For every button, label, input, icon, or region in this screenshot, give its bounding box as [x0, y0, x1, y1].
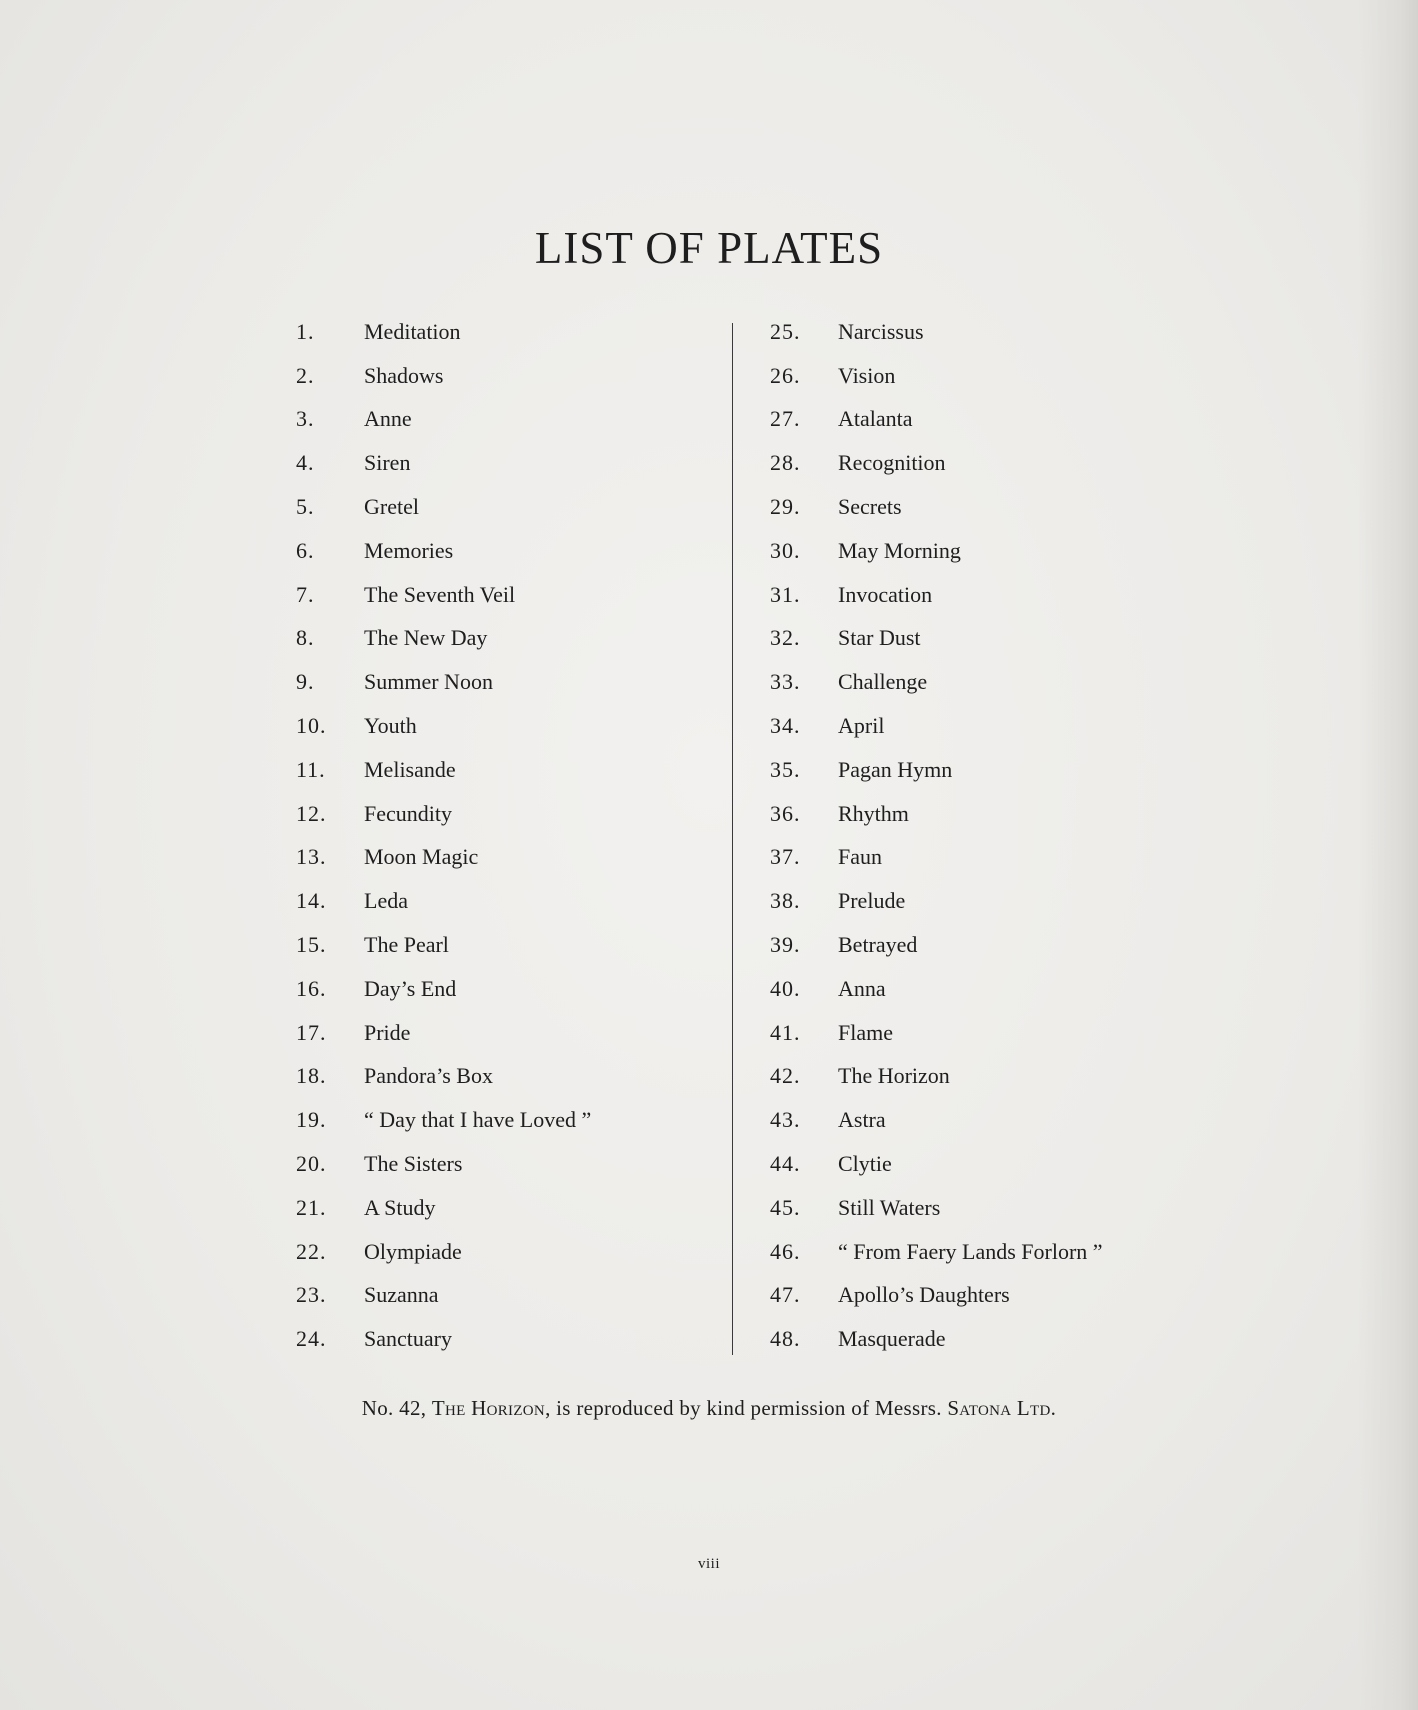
plate-title: Leda	[364, 888, 408, 914]
plate-title: Narcissus	[838, 318, 924, 344]
plate-number: 5.	[296, 494, 315, 520]
list-item	[296, 1098, 796, 1142]
plate-number: 39.	[770, 932, 801, 958]
plate-number: 43.	[770, 1107, 801, 1133]
list-item	[770, 529, 1270, 573]
plate-title: The Sisters	[364, 1151, 463, 1177]
plate-title: The Horizon	[838, 1063, 950, 1089]
plate-number: 26.	[770, 362, 801, 388]
page-title: LIST OF PLATES	[534, 223, 884, 273]
list-item	[770, 923, 1270, 967]
list-item	[770, 617, 1270, 661]
plate-title: Olympiade	[364, 1238, 462, 1264]
list-item	[770, 1274, 1270, 1318]
plate-title: Pagan Hymn	[838, 756, 953, 782]
list-item	[770, 704, 1270, 748]
list-item	[296, 923, 796, 967]
plate-number: 7.	[296, 581, 315, 607]
list-item	[770, 879, 1270, 923]
plate-title: Astra	[838, 1107, 886, 1133]
plate-title: “ Day that I have Loved ”	[364, 1107, 592, 1133]
plate-number: 16.	[296, 975, 327, 1001]
plate-number: 3.	[296, 406, 315, 432]
plate-title: Atalanta	[838, 406, 913, 432]
list-item	[296, 836, 796, 880]
column-divider	[732, 323, 733, 1355]
list-item	[296, 879, 796, 923]
note-middle: , is reproduced by kind permission of Messrs.	[545, 1396, 942, 1420]
list-item	[770, 792, 1270, 836]
plate-title: Prelude	[838, 888, 906, 914]
list-item	[296, 441, 796, 485]
plate-title: Sanctuary	[364, 1326, 452, 1352]
list-item	[770, 1142, 1270, 1186]
plate-title: Apollo’s Daughters	[838, 1282, 1010, 1308]
plate-number: 20.	[296, 1151, 327, 1177]
plate-number: 19.	[296, 1107, 327, 1133]
plate-title: May Morning	[838, 537, 961, 563]
page-number-text: viii	[697, 1556, 720, 1572]
plate-title: Summer Noon	[364, 669, 493, 695]
plate-title: Anne	[364, 406, 412, 432]
plate-title: Melisande	[364, 756, 456, 782]
plate-number: 41.	[770, 1019, 801, 1045]
list-item	[296, 1142, 796, 1186]
plate-number: 30.	[770, 537, 801, 563]
plate-title: Youth	[364, 713, 417, 739]
plate-number: 2.	[296, 362, 315, 388]
note-company: Satona Ltd.	[947, 1396, 1057, 1420]
list-item	[770, 398, 1270, 442]
list-item	[770, 485, 1270, 529]
plate-number: 27.	[770, 406, 801, 432]
plate-number: 13.	[296, 844, 327, 870]
plate-number: 44.	[770, 1151, 801, 1177]
plate-number: 46.	[770, 1238, 801, 1264]
plate-title: Gretel	[364, 494, 419, 520]
plate-number: 35.	[770, 756, 801, 782]
plate-title: Memories	[364, 537, 454, 563]
plate-number: 10.	[296, 713, 327, 739]
list-item	[770, 967, 1270, 1011]
plate-title: Siren	[364, 450, 411, 476]
list-item	[770, 310, 1270, 354]
plate-number: 48.	[770, 1326, 801, 1352]
plate-title: Fecundity	[364, 800, 452, 826]
list-item	[296, 398, 796, 442]
plates-list-right	[770, 310, 1270, 1361]
plate-title: Anna	[838, 975, 886, 1001]
plate-number: 32.	[770, 625, 801, 651]
list-item	[296, 792, 796, 836]
plate-title: A Study	[364, 1194, 436, 1220]
list-item	[770, 1055, 1270, 1099]
plate-number: 18.	[296, 1063, 327, 1089]
plate-title: Masquerade	[838, 1326, 946, 1352]
plate-number: 45.	[770, 1194, 801, 1220]
list-item	[770, 354, 1270, 398]
list-item	[296, 1011, 796, 1055]
list-item	[296, 310, 796, 354]
list-item	[296, 485, 796, 529]
list-item	[296, 573, 796, 617]
plate-number: 1.	[296, 318, 315, 344]
list-item	[770, 660, 1270, 704]
plate-number: 47.	[770, 1282, 801, 1308]
plate-title: Pride	[364, 1019, 411, 1045]
plate-number: 23.	[296, 1282, 327, 1308]
permission-note	[0, 1396, 1418, 1421]
page-number	[0, 1556, 1418, 1573]
list-item	[296, 529, 796, 573]
plate-title: Suzanna	[364, 1282, 439, 1308]
plate-number: 38.	[770, 888, 801, 914]
plate-title: April	[838, 713, 885, 739]
plate-number: 29.	[770, 494, 801, 520]
plate-number: 21.	[296, 1194, 327, 1220]
note-prefix: No. 42,	[361, 1396, 427, 1420]
plate-title: Meditation	[364, 318, 461, 344]
plate-title: The Seventh Veil	[364, 581, 516, 607]
plate-title: Faun	[838, 844, 882, 870]
plate-number: 15.	[296, 932, 327, 958]
list-item	[296, 1317, 796, 1361]
plate-number: 8.	[296, 625, 315, 651]
plate-title: “ From Faery Lands Forlorn ”	[838, 1238, 1103, 1264]
plate-title: Vision	[838, 362, 896, 388]
plate-title: Day’s End	[364, 975, 457, 1001]
plate-title: Rhythm	[838, 800, 909, 826]
plate-number: 36.	[770, 800, 801, 826]
plate-number: 9.	[296, 669, 315, 695]
plate-number: 12.	[296, 800, 327, 826]
plate-number: 34.	[770, 713, 801, 739]
list-item	[296, 1186, 796, 1230]
list-item	[770, 573, 1270, 617]
list-item	[770, 1011, 1270, 1055]
list-item	[770, 1230, 1270, 1274]
list-item	[296, 704, 796, 748]
plate-title: Secrets	[838, 494, 902, 520]
plate-title: Pandora’s Box	[364, 1063, 493, 1089]
plate-number: 42.	[770, 1063, 801, 1089]
plate-number: 33.	[770, 669, 801, 695]
list-item	[296, 967, 796, 1011]
plate-number: 4.	[296, 450, 315, 476]
plates-list-left	[296, 310, 796, 1361]
plate-number: 6.	[296, 537, 315, 563]
list-item	[296, 617, 796, 661]
list-item	[296, 660, 796, 704]
plate-number: 25.	[770, 318, 801, 344]
plate-number: 11.	[296, 756, 326, 782]
list-item	[296, 1230, 796, 1274]
plate-title: Star Dust	[838, 625, 921, 651]
list-item	[770, 748, 1270, 792]
list-item	[770, 441, 1270, 485]
plate-number: 22.	[296, 1238, 327, 1264]
list-item	[770, 1098, 1270, 1142]
list-item	[770, 836, 1270, 880]
plate-number: 40.	[770, 975, 801, 1001]
list-item	[770, 1186, 1270, 1230]
list-item	[296, 1274, 796, 1318]
plate-title: The New Day	[364, 625, 488, 651]
plate-title: Flame	[838, 1019, 893, 1045]
plate-title: Moon Magic	[364, 844, 479, 870]
plate-title: Still Waters	[838, 1194, 941, 1220]
plate-number: 24.	[296, 1326, 327, 1352]
plate-number: 14.	[296, 888, 327, 914]
plate-title: Recognition	[838, 450, 946, 476]
plate-title: Shadows	[364, 362, 444, 388]
note-plate-title: The Horizon	[431, 1396, 546, 1420]
plate-title: The Pearl	[364, 932, 449, 958]
plate-title: Clytie	[838, 1151, 892, 1177]
plate-title: Challenge	[838, 669, 928, 695]
list-item	[296, 354, 796, 398]
list-item	[296, 748, 796, 792]
list-item	[770, 1317, 1270, 1361]
list-item	[296, 1055, 796, 1099]
plate-number: 17.	[296, 1019, 327, 1045]
plate-number: 37.	[770, 844, 801, 870]
plate-number: 31.	[770, 581, 801, 607]
plate-number: 28.	[770, 450, 801, 476]
plate-title: Betrayed	[838, 932, 918, 958]
plate-title: Invocation	[838, 581, 933, 607]
